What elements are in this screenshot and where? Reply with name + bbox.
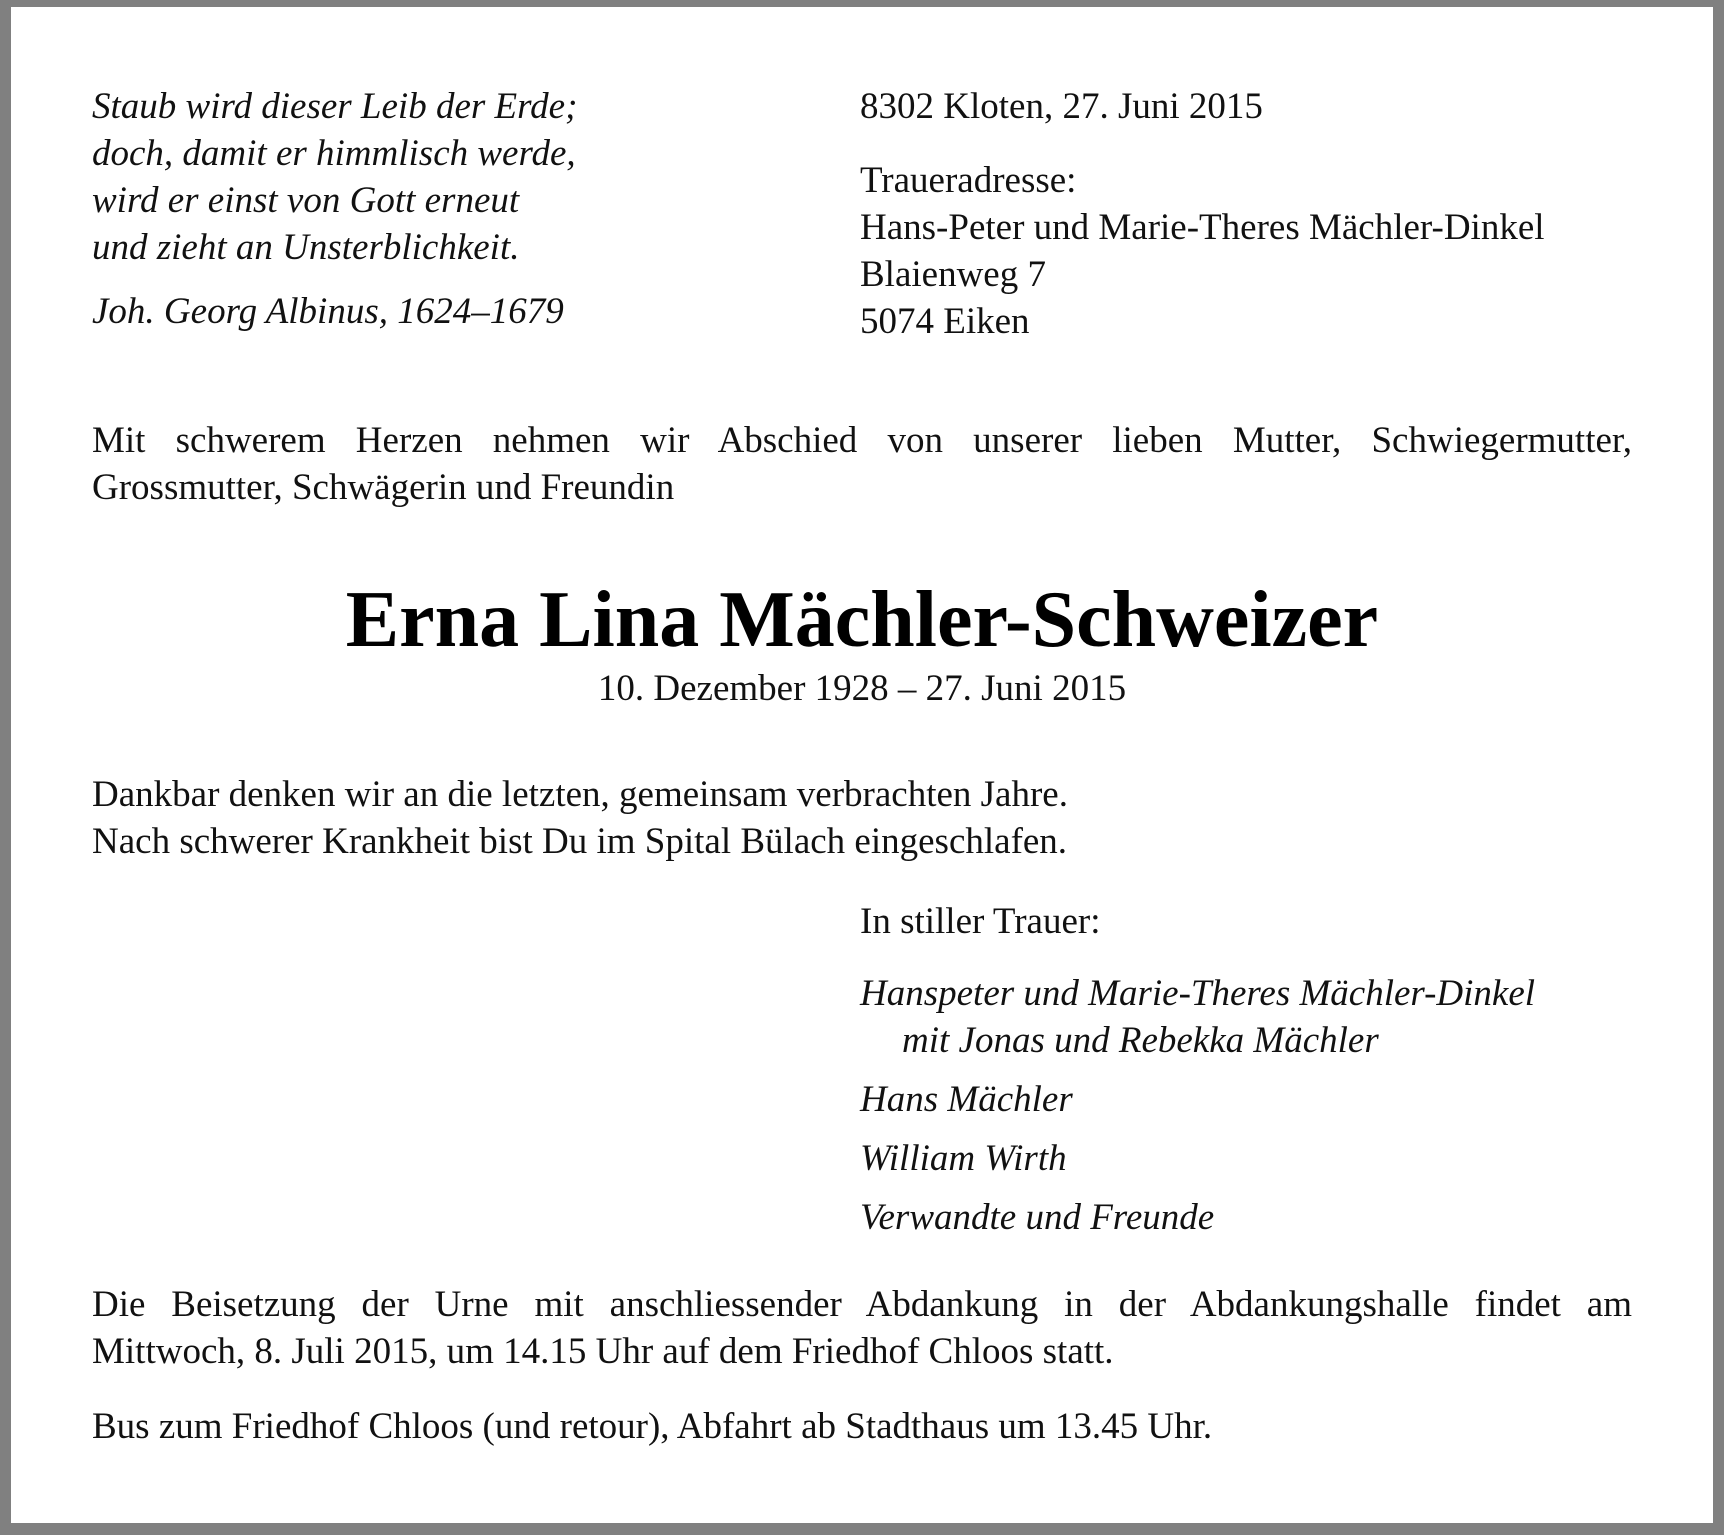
address-label: Traueradresse: bbox=[860, 160, 1077, 201]
family-entry: mit Jonas und Rebekka Mächler bbox=[902, 1020, 1379, 1061]
mourning-title: In stiller Trauer: bbox=[860, 901, 1101, 942]
poem-line: und zieht an Unsterblichkeit. bbox=[92, 227, 520, 268]
burial-paragraph bbox=[92, 1281, 1632, 1375]
intro-line: Mit schwerem Herzen nehmen wir Abschied von unserer lieben Mutter, Schwiegermutter, bbox=[92, 420, 1632, 461]
poem-line: doch, damit er himmlisch werde, bbox=[92, 133, 576, 174]
family-entry: Hanspeter und Marie-Theres Mächler-Dinkel bbox=[860, 973, 1536, 1014]
thanks-paragraph bbox=[92, 771, 1492, 865]
poem-line: wird er einst von Gott erneut bbox=[92, 180, 520, 221]
address-line: Hans-Peter und Marie-Theres Mächler-Dinkel bbox=[860, 207, 1545, 248]
family-list bbox=[860, 970, 1680, 1241]
bus-info: Bus zum Friedhof Chloos (und retour), Abfahrt ab Stadthaus um 13.45 Uhr. bbox=[92, 1406, 1213, 1447]
poem bbox=[92, 83, 792, 271]
address-line: Blaienweg 7 bbox=[860, 254, 1046, 295]
thanks-line: Dankbar denken wir an die letzten, gemeinsam verbrachten Jahre. bbox=[92, 774, 1068, 815]
deceased-name: Erna Lina Mächler-Schweizer bbox=[345, 576, 1379, 664]
address-line: 5074 Eiken bbox=[860, 301, 1030, 342]
mourning-address bbox=[860, 157, 1660, 345]
burial-line: Die Beisetzung der Urne mit anschliessender Abdankung in der Abdankungshalle findet am bbox=[92, 1284, 1632, 1325]
poem-line: Staub wird dieser Leib der Erde; bbox=[92, 86, 578, 127]
intro-line: Grossmutter, Schwägerin und Freundin bbox=[92, 467, 675, 508]
thanks-line: Nach schwerer Krankheit bist Du im Spital Bülach eingeschlafen. bbox=[92, 821, 1068, 862]
life-dates: 10. Dezember 1928 – 27. Juni 2015 bbox=[597, 668, 1127, 709]
place-date: 8302 Kloten, 27. Juni 2015 bbox=[860, 86, 1263, 127]
family-entry: Hans Mächler bbox=[860, 1079, 1073, 1120]
family-entry: William Wirth bbox=[860, 1138, 1067, 1179]
poem-author: Joh. Georg Albinus, 1624–1679 bbox=[92, 291, 564, 332]
family-entry: Verwandte und Freunde bbox=[860, 1197, 1215, 1238]
intro-paragraph bbox=[92, 417, 1632, 511]
burial-line: Mittwoch, 8. Juli 2015, um 14.15 Uhr auf dem Friedhof Chloos statt. bbox=[92, 1331, 1114, 1372]
